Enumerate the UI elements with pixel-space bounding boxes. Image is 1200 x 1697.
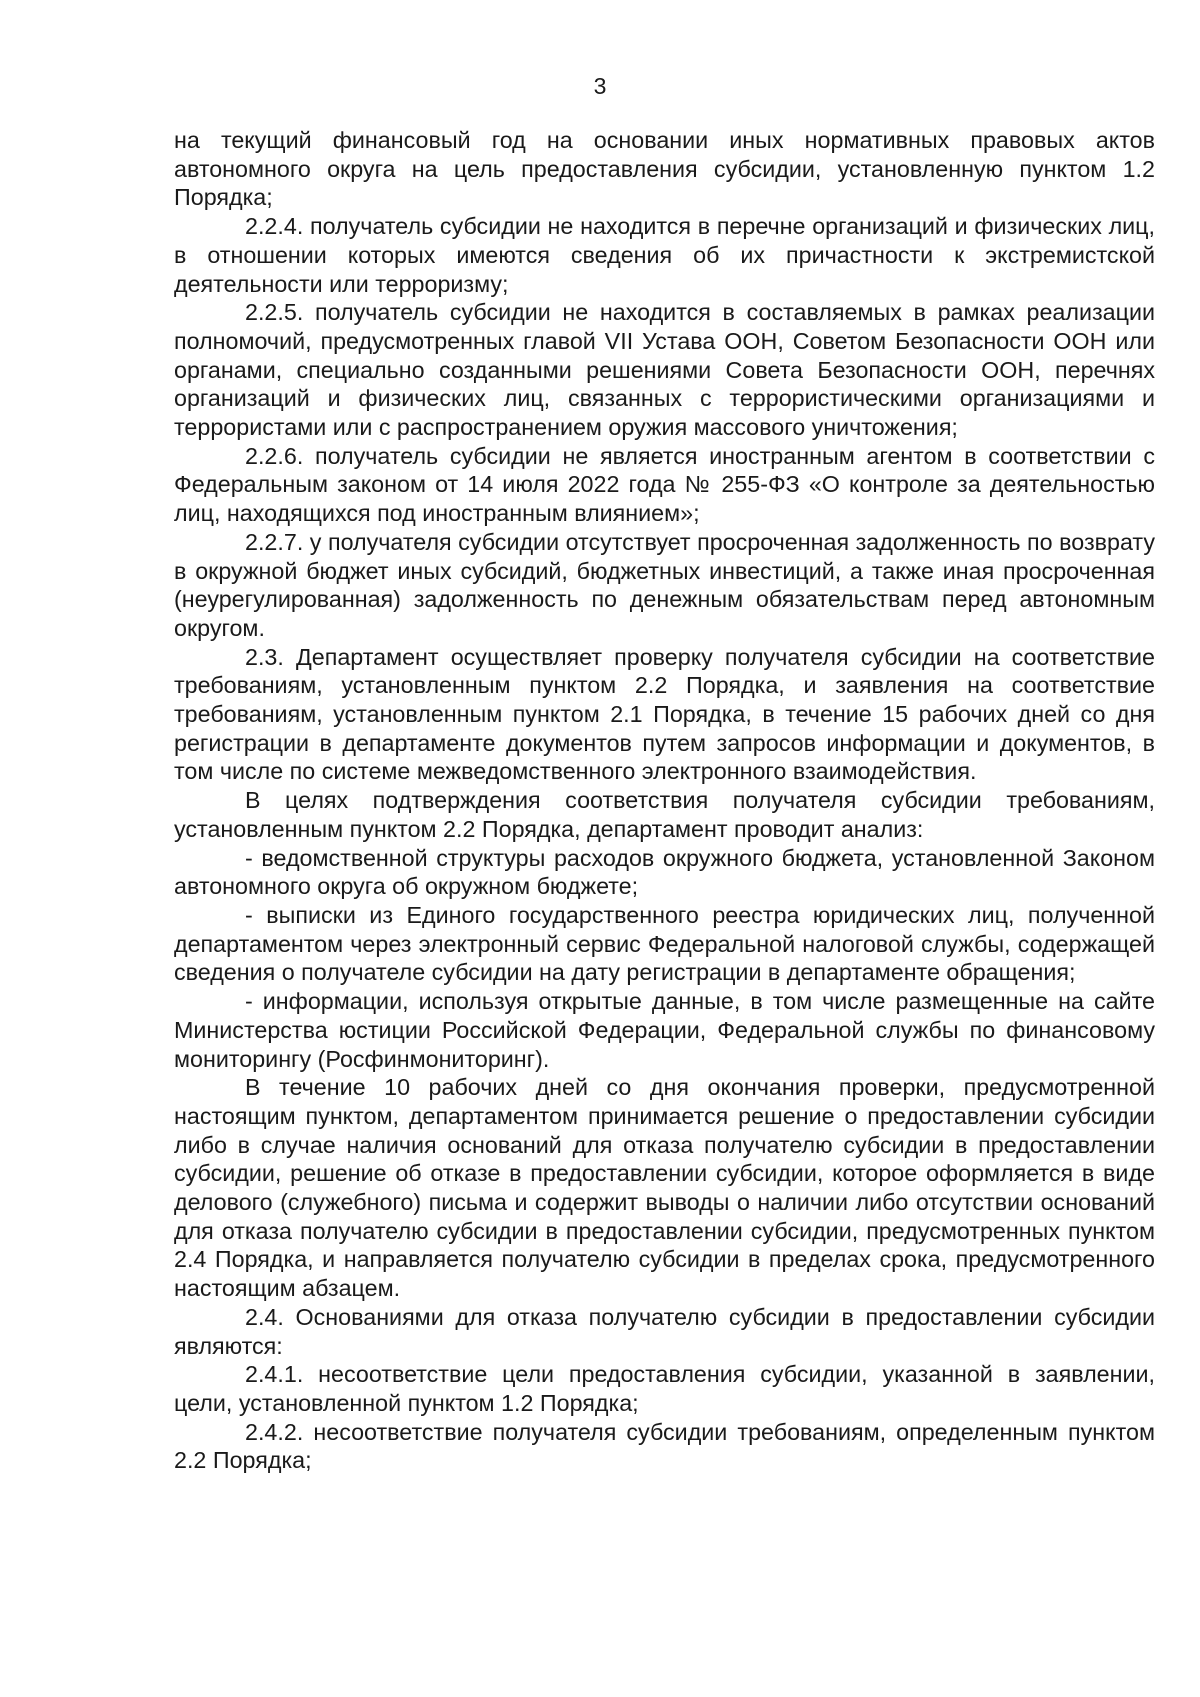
document-body [174, 126, 1155, 1475]
list-item-open-data: - информации, используя открытые данные, в том числе размещенные на сайте Министерства юстиции Российской Федерации, Федеральной службы по финансовому мониторингу (Росфинмониторинг). [174, 988, 1155, 1072]
paragraph-2-4: 2.4. Основаниями для отказа получателю субсидии в предоставлении субсидии являются: [174, 1303, 1155, 1359]
paragraph-2-2-7: 2.2.7. у получателя субсидии отсутствует просроченная задолженность по возврату в окружной бюджет иных субсидий, бюджетных инвестиций, а также иная просроченная (неурегулированная) задолженность по денежным обязательствам перед автономным округом. [174, 528, 1155, 641]
paragraph-2-3: 2.3. Департамент осуществляет проверку получателя субсидии на соответствие требованиям, установленным пунктом 2.2 Порядка, и заявления на соответствие требованиям, установленным пунктом 2.1 Порядка, в течение 15 рабочих дней со дня регистрации в департаменте документов путем запросов информации и документов, в том числе по системе межведомственного электронного взаимодействия. [174, 643, 1155, 785]
paragraph-decision: В течение 10 рабочих дней со дня окончания проверки, предусмотренной настоящим пунктом, департаментом принимается решение о предоставлении субсидии либо в случае наличия оснований для отказа получателю субсидии в предоставлении субсидии, решение об отказе в предоставлении субсидии, которое оформляется в виде делового (служебного) письма и содержит выводы о наличии либо отсутствии оснований для отказа получателю субсидии в предоставлении субсидии, предусмотренных пунктом 2.4 Порядка, и направляется получателю субсидии в пределах срока, предусмотренного настоящим абзацем. [174, 1074, 1155, 1302]
paragraph-2-4-2: 2.4.2. несоответствие получателя субсидии требованиям, определенным пунктом 2.2 Порядка; [174, 1418, 1155, 1474]
list-item-budget-structure: - ведомственной структуры расходов окружного бюджета, установленной Законом автономного округа об окружном бюджете; [174, 844, 1155, 900]
paragraph-2-2-6: 2.2.6. получатель субсидии не является иностранным агентом в соответствии с Федеральным законом от 14 июля 2022 года № 255-ФЗ «О контроле за деятельностью лиц, находящихся под иностранным влиянием»; [174, 442, 1155, 527]
paragraph-2-4-1: 2.4.1. несоответствие цели предоставления субсидии, указанной в заявлении, цели, установленной пунктом 1.2 Порядка; [174, 1361, 1155, 1416]
paragraph-2-2-4: 2.2.4. получатель субсидии не находится в перечне организаций и физических лиц, в отношении которых имеются сведения об их причастности к экстремистской деятельности или терроризму; [174, 213, 1155, 297]
list-item-egrul-extract: - выписки из Единого государственного реестра юридических лиц, полученной департаментом через электронный сервис Федеральной налоговой службы, содержащей сведения о получателе субсидии на дату регистрации в департаменте обращения; [174, 901, 1155, 986]
paragraph-2-2-5: 2.2.5. получатель субсидии не находится в составляемых в рамках реализации полномочий, предусмотренных главой VII Устава ООН, Советом Безопасности ООН или органами, специально созданными решениями Совета Безопасности ООН, перечнях организаций и физических лиц, связанных с террористическими организациями и террористами или с распространением оружия массового уничтожения; [174, 299, 1155, 441]
paragraph-budget-continuation: на текущий финансовый год на основании иных нормативных правовых актов автономного округа на цель предоставления субсидии, установленную пунктом 1.2 Порядка; [174, 127, 1155, 211]
paragraph-verification-intro: В целях подтверждения соответствия получателя субсидии требованиям, установленным пунктом 2.2 Порядка, департамент проводит анализ: [174, 787, 1155, 842]
page-number: 3 [593, 73, 607, 99]
